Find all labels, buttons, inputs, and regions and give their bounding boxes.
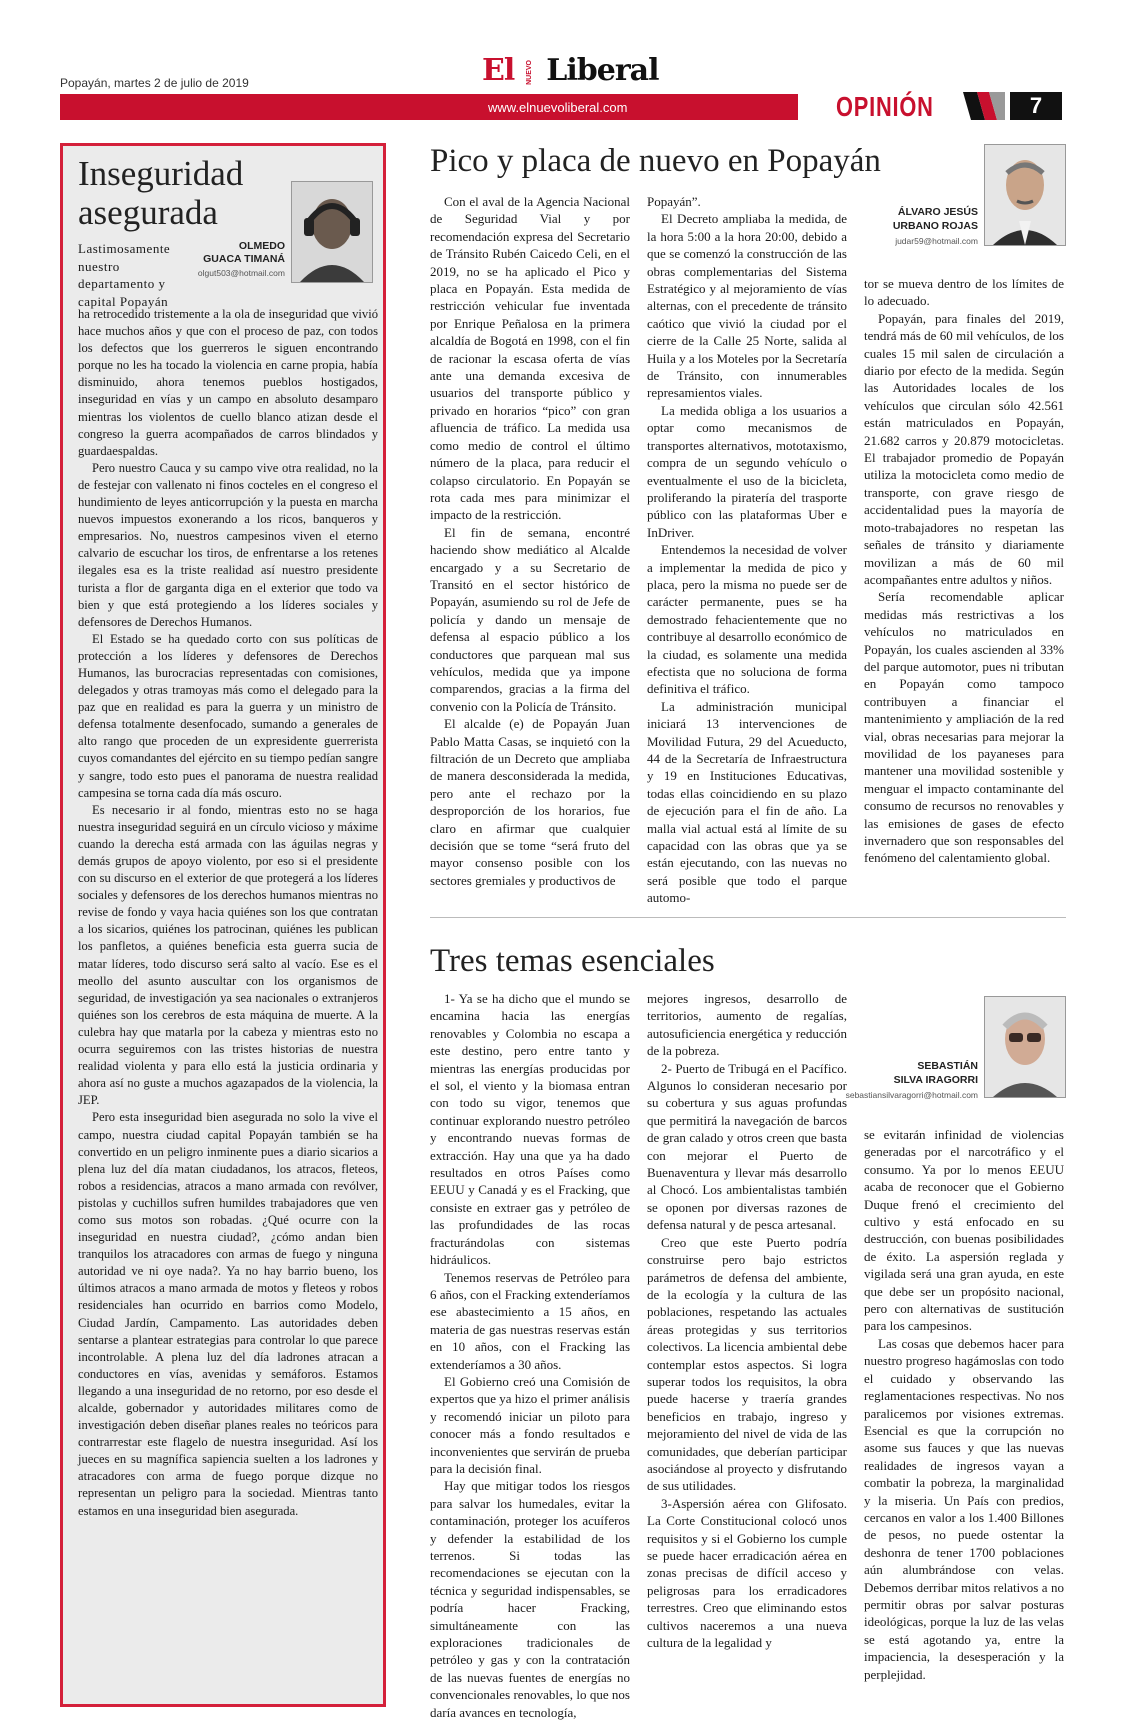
article2-column-3 [864,275,1064,867]
paragraph: Tenemos reservas de Petróleo para 6 años, con el Fracking extenderíamos ese abastecimiento a 15 años, en materia de gas nuestras reservas están en 10 años, con el Fracking las extenderíamos a 30 años. [430,1269,630,1372]
paragraph: La administración municipal iniciará 13 intervenciones de Movilidad Futura, 29 del Acueducto, 44 de la Secretaría de Infraestructura y 19 en Instituciones Educativas, todas ellas coincidiendo en su plazo de ejecución para el fin de año. La malla vial actual está al límite de su capacidad con las obras que ya se están ejecutando, con las nuevas no será posible que todo el parque automo- [647,698,847,906]
paragraph: 3-Aspersión aérea con Glifosato. La Corte Constitucional colocó unos requisitos y si el Gobierno los cumple se puede hacer erradicación aérea en zonas precisas de difícil acceso y peligrosas para los erradicadores terrestres. Creo que eliminando estos cultivos naceremos a una nueva cultura de la legalidad y [647,1495,847,1651]
paragraph: Popayán, para finales del 2019, tendrá más de 60 mil vehículos, de los cuales 15 mil salen de circulación a diario por efecto de la medida. Según las Autoridades locales de los vehículos que circulan sólo 42.561 están matriculados en Popayán, 21.682 carros y 20.879 motocicletas. El trabajador promedio de Popayán utiliza la motocicleta como medio de transporte, con grave riesgo de accidentalidad pues la mayoría de moto-trabajadores no respetan las señales de tránsito y diariamente movilizan a más de 60 mil acompañantes entre adultos y niños. [864,310,1064,587]
logo-liberal: Liberal [546,53,659,88]
paragraph: El fin de semana, encontré haciendo show mediático al Alcalde encargado y a su Secretario de Transitó en el sector histórico de Popayán, asumiendo su rol de Jefe de policía y dando un mensaje de defensa al espacio público a los conductores que parquean mal sus vehículos, medida que ya impone comparendos, gracias a la firma del convenio con la Policía de Tránsito. [430,524,630,714]
paragraph: Con el aval de la Agencia Nacional de Seguridad Vial y por recomendación expresa del Secretario de Tránsito Rubén Caicedo Celi, en el 2019, no se ha aplicado el Pico y placa en Popayán. Esta medida de restricción vehicular fue inventada por Enrique Peñalosa en la primera alcaldía de Bogotá en 1998, con el fin de racionar la escasa oferta de vías ante una demanda excesiva de usuarios del transporte público y privado en horarios “pico” con gran afluencia de tráfico. La medida usa como medio de control el último número de la placa, para reducir el colapso circulatorio. En Popayán se rota cada mes para minimizar el impacto de la restricción. [430,194,630,523]
paragraph: Es necesario ir al fondo, mientras esto no se haga nuestra inseguridad seguirá en un círculo vicioso y máxime cuando la derecha está armada con las águilas negras y demás grupos de apoyo violento, por eso si el presidente con su discurso en el exterior de que protegerá a los líderes sociales y defensores de los derechos humanos mientras no revise de fondo y vaya hacia quiénes son los que contratan a los sicarios, quiénes los patrocinan, quiénes les publican los panfletos, a quiénes beneficia esta guerra sucia de matar líderes, todo discurso será salto al vacío. Ese es el meollo del asunto auscultar con los organismos de seguridad, de investigación ya sea nacionales o extranjeros quiénes son los cerebros de esta máquina de muerte. A la culebra hay que matarla por la cabeza y mientras esto no ocurra seguiremos con las tristes historias de nuestra realidad violenta y para ello está la justicia ordinaria y ahora así no guste a muchos agazapados de la violencia, la JEP. [78,802,378,1108]
paragraph: se evitarán infinidad de violencias generadas por el narcotráfico y el consumo. Ya por lo menos EEUU acaba de reconocer que el Gobierno Duque frenó el crecimiento del cultivo y está enfocado en su destrucción, con buenas posibilidades de éxito. La aspersión reglada y vigilada será una gran ayuda, en este que debe ser un propósito nacional, pero con alternativas de sustitución para los campesinos. [864,1127,1064,1334]
article3-email[interactable]: sebastiansilvaragorri@hotmail.com [845,1090,978,1100]
section-title: OPINIÓN [836,91,934,122]
paragraph: Pero nuestro Cauca y su campo vive otra realidad, no la de festejar con vallenato ni finos cocteles en el congreso el hundimiento de leyes anticorrupción y la puesta en marcha nuevos impuestos exonerando a los ricos, banqueros y empresarios. No, nuestros campesinos viven el eterno calvario de escuchar los tiros, de enfrentarse a los retenes ilegales esa es la triste realidad así nuestro presidente turista a flor de garganta diga en el exterior que todo va bien y que está protegiendo a los líderes sociales y defensores de Derechos Humanos. [78,460,378,629]
stripes-decoration [963,92,1005,120]
paragraph: Creo que este Puerto podría construirse pero bajo estrictos parámetros de defensa del ambiente, de la ecología y la cultura de las poblaciones, respetando las actuales áreas protegidas y sus territorios colectivos. La licencia ambiental debe contemplar estos aspectos. Si logra superar todos los requisitos, la obra puede hacerse y traería grandes beneficios en trabajo, ingreso y mejoramiento del nivel de vida de las comunidades, que deberían participar asociándose al proyecto y disfrutando de sus utilidades. [647,1234,847,1494]
portrait-icon [985,145,1065,245]
article2-column-2 [647,193,847,907]
article-divider [430,917,1066,918]
article1-lead: Lastimosamente nuestro departamento y capital Popayán [78,241,171,309]
logo-el: El [482,53,515,88]
article1-email[interactable]: olgut503@hotmail.com [197,268,285,278]
paragraph: Hay que mitigar todos los riesgos para salvar los humedales, evitar la contaminación, proteger los acuíferos y defender la estabilidad de los terrenos. Si todas las recomendaciones se ejecutan con la técnica y seguridad indispensables, se podría hacer Fracking, simultáneamente con las exploraciones tradicionales de petróleo y gas y con la contratación de las nuevas fuentes de energías no convencionales renovables, lo que nos daría avances en tecnología, [430,1478,630,1720]
paragraph: Las cosas que debemos hacer para nuestro progreso hagámoslas con todo el cuidado y observando las reglamentaciones respectivas. No nos paralicemos por visiones extremas. Esencial es que la corrupción no asome sus fauces y que las nuevas realidades de ingresos vayan a combatir la pobreza, la marginalidad y la miseria. Un País con predios, cercanos en valor a los 1.400 Billones de pesos, no puede ostentar la deshonra de tener 1700 poblaciones aún alumbrándose con velas. Debemos derribar mitos relativos a no permitir obras por salvar posturas ideológicas, porque la luz de las velas se está agotando ya, entre la impaciencia, la desesperación y la perplejidad. [864,1335,1064,1682]
article2-column-1 [430,193,630,889]
article3-column-2 [647,990,847,1651]
paragraph: 1- Ya se ha dicho que el mundo se encamina hacia las energías renovables y Colombia no escapa a este destino, pero entre tanto y mientras las energías producidas por el sol, el viento y la biomasa entran con todo su vigor, tenemos que continuar explorando nuestro petróleo y encontrando nuevas formas de extracción. Hay una que ya ha dado resultados en otros Países como EEUU y Canadá y es el Fracking, que consiste en extraer gas y petróleo de las profundidades de las rocas fracturándolas con sistemas hidráulicos. [430,991,630,1268]
article3-column-1 [430,990,630,1721]
header-red-bar [60,94,798,120]
paragraph: Sería recomendable aplicar medidas más restrictivas a los vehículos no matriculados en Popayán, los cuales ascienden al 33% del parque automotor, pues ni tributan en Popayán como tampoco contribuyen a financiar el mantenimiento y ampliación de la red vial, obras necesarias para mejorar la movilidad de los payaneses para mantener una movilidad sostenible y menguar el impacto contaminante del consumo de recursos no renovables y las emisiones de gases de efecto invernadero que son responsables del fenómeno del calentamiento global. [864,589,1064,866]
author-photo-sebastian [984,996,1066,1098]
article3-column-3 [864,1126,1064,1683]
paragraph: Pero esta inseguridad bien asegurada no solo la vive el campo, nuestra ciudad capital Popayán también se ha convertido en un peligro inminente pues a diario sicarios a plena luz del día matan ciudadanos, los atracos, fleteos, robos a residencias, atracos a mano armada con revólver, pistolas y cuchillos sufren humildes trabajadores que ven como sus motos son robadas. ¿Qué ocurre con la inseguridad en nuestra ciudad?, ¿cómo andan bien tranquilos los atracadores con armas de fuego y ninguna autoridad ve ni oye nada?. Ya no hay barrio bueno, los últimos atracos a mano armada de motos y fleteos y robos residenciales han ocurrido en barrios como Modelo, Ciudad Jardín, Campamento. Las autoridades deben sentarse a plantear estrategias para controlar lo que parece incontrolable. A plena luz del día ladrones atracan a conductores en vías, avenidas y semáforos. Estamos llegando a una inseguridad de no retorno, por eso desde el alcalde, gobernador y autoridades militares como de investigación deben diseñar planes reales no teóricos para contrarrestar este flagelo de nuestra inseguridad. Así los jueces en su magnífica sapiencia suelten a los ladrones y atracadores con arma de fuego porque dizque no representan un peligro para la sociedad. Mientras tanto estamos en una inseguridad bien asegurada. [78,1110,378,1518]
paragraph: El Decreto ampliaba la medida, de la hora 5:00 a la hora 20:00, debido a que se comenzó la construcción de las obras complementarias del Sistema Estratégico y al mejoramiento de vías alternas, con el precedente de tránsito caótico que vivió la ciudad por el cierre de la Calle 25 Norte, salida al Huila y a los Moteles por la Secretaría de Tránsito, con innumerables represamientos viales. [647,211,847,401]
article3-author-line2: SILVA IRAGORRI [893,1074,978,1086]
newspaper-logo[interactable] [482,53,659,88]
article2-title: Pico y placa de nuevo en Popayán [430,143,881,179]
website-link[interactable]: www.elnuevoliberal.com [488,100,628,115]
paragraph: Entendemos la necesidad de volver a implementar la medida de pico y placa, pero la misma no puede ser de carácter permanente, pues se ha demostrado fehacientemente que no contribuye al desarrollo económico de la ciudad, es solamente una medida efectista que no soluciona de forma definitiva el tráfico. [647,542,847,697]
portrait-icon [985,997,1065,1097]
article2-email[interactable]: judar59@hotmail.com [895,236,978,246]
paragraph: El alcalde (e) de Popayán Juan Pablo Matta Casas, se inquietó con la filtración de un Decreto que ampliaba de manera desconsiderada la medida, pero ante el rechazo por la desproporción de los horarios, fue claro en afirmar que cualquier decisión que se tome “será fruto del mayor consenso posible con los sectores gremiales y productivos de [430,716,630,888]
paragraph: La medida obliga a los usuarios a optar como mecanismos de transportes alternativos, mototaxismo, compra de un segundo vehículo o eventualmente el uso de la bicicleta, proliferando la piratería del trasporte público con las plataformas Uber e InDriver. [647,402,847,540]
article1-body [78,306,378,1520]
logo-nuevo: NUEVO [526,59,534,85]
paragraph: 2- Puerto de Tribugá en el Pacífico. Algunos lo consideran necesario por su cobertura y sus aguas profundas que permitirá la navegación de barcos de gran calado y otros creen que basta con mejorar el Puerto de Buenaventura y llevar más desarrollo al Chocó. Los ambientalistas también se oponen por diversas razones de defensa natural y de pesca artesanal. [647,1060,847,1233]
portrait-icon [292,182,372,282]
article1-author: OLMEDO GUACA TIMANÁ [203,240,285,265]
paragraph: mejores ingresos, desarrollo de territorios, aumento de regalías, autosuficiencia energética y reducción de la pobreza. [647,991,847,1059]
paragraph: El Gobierno creó una Comisión de expertos que ya hizo el primer análisis y recomendó iniciar un piloto para conocer más a fondo resultados e inconvenientes que servirán de prueba para la decisión final. [430,1373,630,1476]
author-photo-olmedo [291,181,373,283]
article2-author-line2: URBANO ROJAS [892,220,978,232]
article2-author-line1: ÁLVARO JESÚS [897,206,978,218]
article3-author-line1: SEBASTIÁN [917,1060,978,1072]
paragraph: Popayán”. [647,194,701,209]
paragraph: tor se mueva dentro de los límites de lo adecuado. [864,276,1064,309]
paragraph: El Estado se ha quedado corto con sus políticas de protección a los líderes y defensores de Derechos Humanos, las burocracias representadas con comisiones, delegados y otras tramoyas más como el delegado para la paz que en realidad es para la guerra y un ministro de defensa totalmente desenfocado, sumando a generales de alto rango que proceden de un expresidente guerrerista cuyos comandantes del ejército en su tiempo pedían sangre y sangre, todo esto pues el panorama de nuestra realidad campesina se torna cada día más oscuro. [78,631,378,800]
paragraph: ha retrocedido tristemente a la ola de inseguridad que vivió hace muchos años y que con el proceso de paz, con todos los defectos que los guerreros le siguen encontrando porque no les ha tocado la violencia en carne propia, había disminuido, ahora tenemos pueblos hostigados, inseguridad en vías y un campo en absoluto desamparo mientras los violentos de cuello blanco atizan desde el congreso la guerra acompañados de carros blindados y guardaespaldas. [78,307,378,458]
date-line: Popayán, martes 2 de julio de 2019 [60,76,249,90]
article3-title: Tres temas esenciales [430,943,715,979]
article1-title: Inseguridad asegurada [78,154,244,232]
author-photo-alvaro [984,144,1066,246]
page-number: 7 [1010,92,1062,120]
